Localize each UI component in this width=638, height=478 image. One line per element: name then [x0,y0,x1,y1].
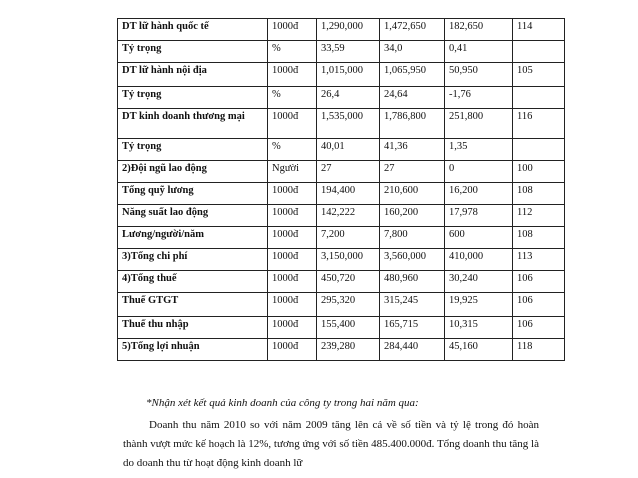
unit-cell: 1000đ [268,109,317,139]
difference-cell: 182,650 [445,19,513,41]
indicator-cell: 3)Tổng chi phí [118,249,268,271]
percent-cell: 108 [513,183,565,205]
difference-cell: 50,950 [445,63,513,87]
year-2009-cell: 1,535,000 [317,109,380,139]
difference-cell: 600 [445,227,513,249]
year-2010-cell: 41,36 [380,139,445,161]
year-2010-cell: 315,245 [380,293,445,317]
year-2010-cell: 480,960 [380,271,445,293]
difference-cell: -1,76 [445,87,513,109]
difference-cell: 10,315 [445,317,513,339]
indicator-cell: 2)Đội ngũ lao động [118,161,268,183]
difference-cell: 17,978 [445,205,513,227]
percent-cell: 106 [513,317,565,339]
unit-cell: 1000đ [268,227,317,249]
table-row [118,227,565,249]
table-row [118,63,565,87]
year-2010-cell: 160,200 [380,205,445,227]
year-2009-cell: 142,222 [317,205,380,227]
table-row [118,161,565,183]
indicator-cell: Tỷ trọng [118,87,268,109]
table-row [118,183,565,205]
indicator-cell: Tổng quỹ lương [118,183,268,205]
table-row [118,271,565,293]
analysis-paragraph: Doanh thu năm 2010 so với năm 2009 tăng lên cả về số tiền và tỷ lệ trong đó hoàn thành vượt mức kế hoạch là 12%, tương ứng với số tiền 485.400.000đ. Tổng doanh thu tăng là do doanh thu từ hoạt động kinh doanh lữ [123,419,539,469]
indicator-cell: Tỷ trọng [118,139,268,161]
table-row [118,317,565,339]
year-2010-cell: 34,0 [380,41,445,63]
percent-cell: 114 [513,19,565,41]
unit-cell: 1000đ [268,293,317,317]
year-2010-cell: 165,715 [380,317,445,339]
percent-cell: 116 [513,109,565,139]
unit-cell: 1000đ [268,63,317,87]
table-row [118,139,565,161]
difference-cell: 1,35 [445,139,513,161]
indicator-cell: DT lữ hành quốc tế [118,19,268,41]
difference-cell: 30,240 [445,271,513,293]
year-2010-cell: 1,065,950 [380,63,445,87]
unit-cell: 1000đ [268,339,317,361]
indicator-cell: DT kinh doanh thương mại [118,109,268,139]
percent-cell: 118 [513,339,565,361]
percent-cell: 112 [513,205,565,227]
indicator-cell: Thuế GTGT [118,293,268,317]
difference-cell: 251,800 [445,109,513,139]
year-2009-cell: 26,4 [317,87,380,109]
unit-cell: 1000đ [268,183,317,205]
year-2009-cell: 194,400 [317,183,380,205]
table-row [118,249,565,271]
unit-cell: % [268,87,317,109]
unit-cell: 1000đ [268,19,317,41]
difference-cell: 0 [445,161,513,183]
year-2009-cell: 7,200 [317,227,380,249]
year-2010-cell: 1,786,800 [380,109,445,139]
unit-cell: 1000đ [268,205,317,227]
year-2009-cell: 3,150,000 [317,249,380,271]
table-row [118,205,565,227]
year-2009-cell: 295,320 [317,293,380,317]
table-row [118,109,565,139]
year-2009-cell: 155,400 [317,317,380,339]
percent-cell [513,87,565,109]
indicator-cell: 5)Tổng lợi nhuận [118,339,268,361]
unit-cell: % [268,41,317,63]
year-2010-cell: 7,800 [380,227,445,249]
difference-cell: 0,41 [445,41,513,63]
unit-cell: 1000đ [268,271,317,293]
indicator-cell: Lương/người/năm [118,227,268,249]
year-2010-cell: 210,600 [380,183,445,205]
table-row [118,19,565,41]
table-row [118,293,565,317]
percent-cell: 108 [513,227,565,249]
indicator-cell: Thuế thu nhập [118,317,268,339]
indicator-cell: Năng suất lao động [118,205,268,227]
table-row [118,87,565,109]
percent-cell: 106 [513,293,565,317]
year-2010-cell: 3,560,000 [380,249,445,271]
unit-cell: 1000đ [268,249,317,271]
percent-cell: 106 [513,271,565,293]
year-2009-cell: 450,720 [317,271,380,293]
indicator-cell: Tỷ trọng [118,41,268,63]
percent-cell: 105 [513,63,565,87]
year-2009-cell: 1,290,000 [317,19,380,41]
year-2009-cell: 40,01 [317,139,380,161]
percent-cell: 100 [513,161,565,183]
percent-cell: 113 [513,249,565,271]
difference-cell: 16,200 [445,183,513,205]
year-2009-cell: 1,015,000 [317,63,380,87]
year-2009-cell: 27 [317,161,380,183]
percent-cell [513,139,565,161]
indicator-cell: DT lữ hành nội địa [118,63,268,87]
indicator-cell: 4)Tổng thuế [118,271,268,293]
review-heading: *Nhận xét kết quả kinh doanh của công ty trong hai năm qua: [146,397,419,409]
year-2009-cell: 239,280 [317,339,380,361]
unit-cell: Người [268,161,317,183]
difference-cell: 410,000 [445,249,513,271]
table-row [118,41,565,63]
percent-cell [513,41,565,63]
difference-cell: 45,160 [445,339,513,361]
table-row [118,339,565,361]
financial-table [117,18,565,361]
difference-cell: 19,925 [445,293,513,317]
year-2010-cell: 24,64 [380,87,445,109]
year-2010-cell: 1,472,650 [380,19,445,41]
unit-cell: % [268,139,317,161]
year-2010-cell: 27 [380,161,445,183]
year-2009-cell: 33,59 [317,41,380,63]
unit-cell: 1000đ [268,317,317,339]
year-2010-cell: 284,440 [380,339,445,361]
